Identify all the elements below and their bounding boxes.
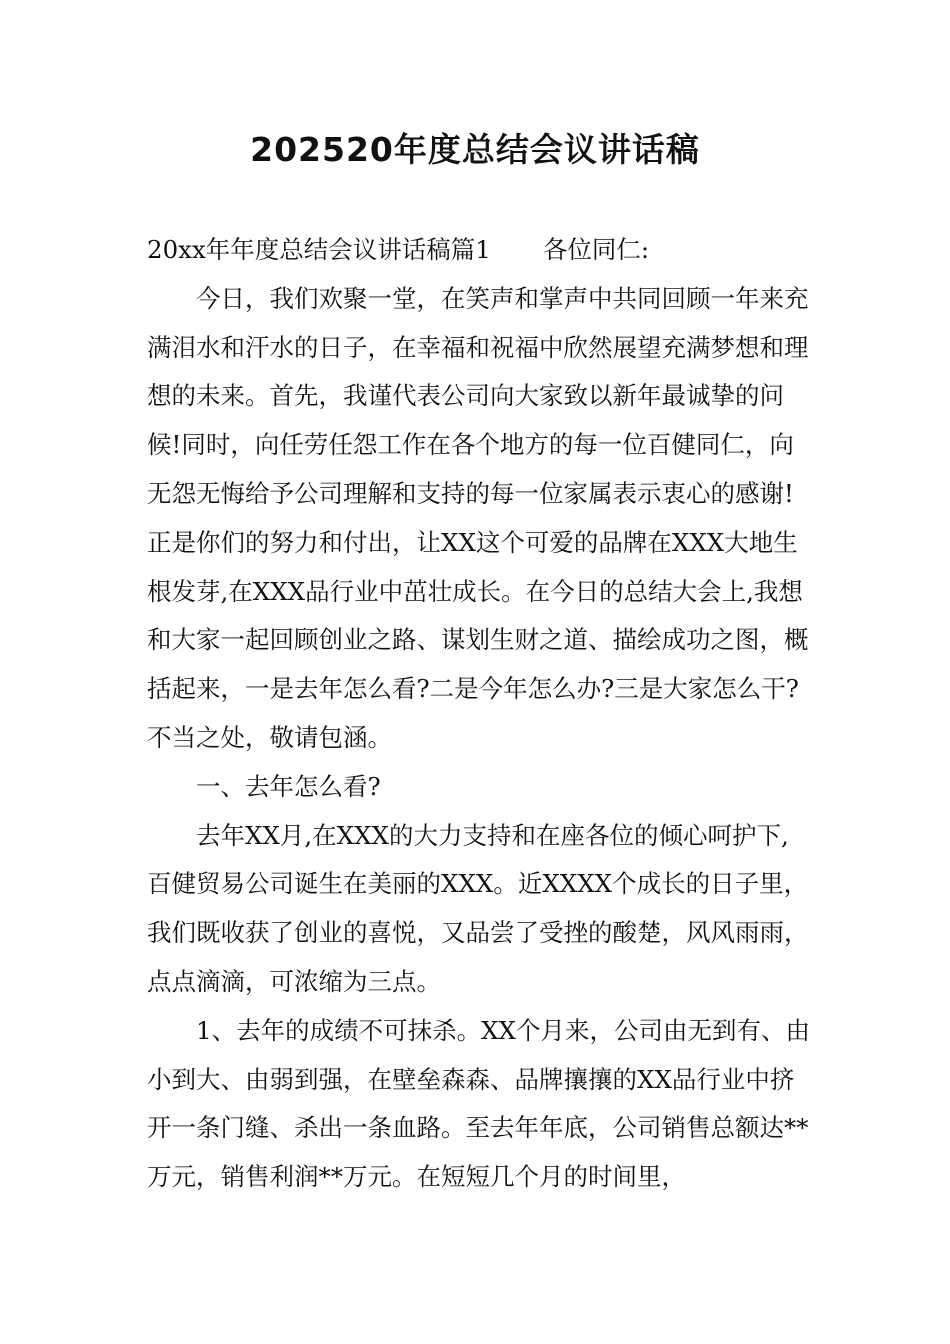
paragraph-opening: 今日，我们欢聚一堂，在笑声和掌声中共同回顾一年来充满泪水和汗水的日子，在幸福和祝福中欣然展望充满梦想和理想的未来。首先，我谨代表公司向大家致以新年最诚挚的问候!同时，向任劳任怨工作在各个地方的每一位百健同仁，向无怨无悔给予公司理解和支持的每一位家属表示衷心的感谢!正是你们的努力和付出，让XX这个可爱的品牌在XXX大地生根发芽,在XXX品行业中茁壮成长。在今日的总结大会上,我想和大家一起回顾创业之路、谋划生财之道、描绘成功之图，概括起来，一是去年怎么看?二是今年怎么办?三是大家怎么干?不当之处，敬请包涵。 bbox=[147, 283, 809, 752]
section-heading bbox=[147, 226, 812, 275]
document-title: 202520年度总结会议讲话稿 bbox=[250, 130, 700, 169]
salutation: 各位同仁: bbox=[542, 235, 650, 264]
document-body bbox=[147, 226, 812, 1202]
section-heading-title: 20xx年年度总结会议讲话稿篇1 bbox=[147, 235, 491, 264]
paragraph-review: 去年XX月,在XXX的大力支持和在座各位的倾心呵护下,百健贸易公司诞生在美丽的XXX。近XXXX个成长的日子里，我们既收获了创业的喜悦，又品尝了受挫的酸楚，风风雨雨，点点滴滴，可浓缩为三点。 bbox=[147, 820, 809, 996]
paragraph-achievements: 1、去年的成绩不可抹杀。XX个月来，公司由无到有、由小到大、由弱到强，在壁垒森森、品牌攘攘的XX品行业中挤开一条门缝、杀出一条血路。至去年年底，公司销售总额达**万元，销售利润**万元。在短短几个月的时间里， bbox=[147, 1015, 810, 1192]
paragraph-section-one-heading: 一、去年怎么看? bbox=[196, 771, 381, 801]
